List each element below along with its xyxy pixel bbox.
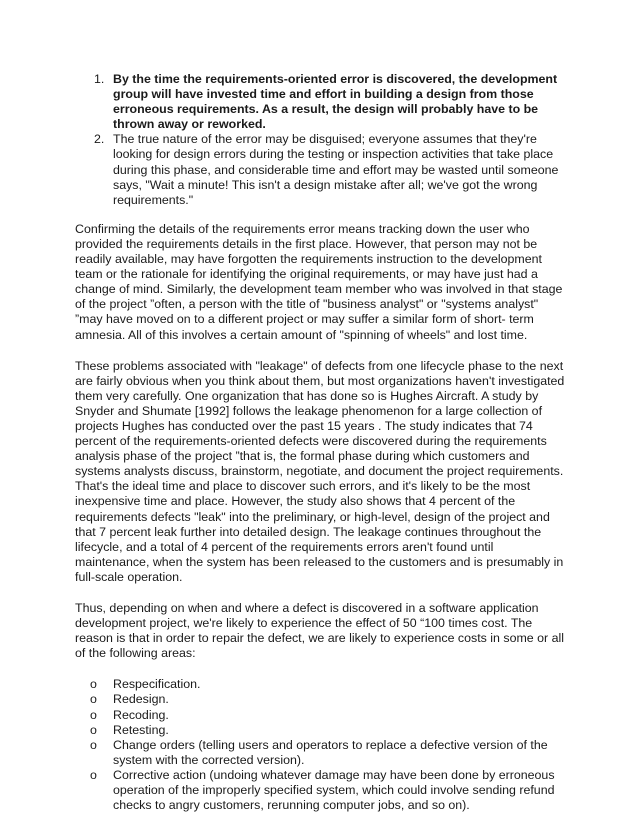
document-body (75, 72, 567, 813)
paragraph-leakage-study: These problems associated with "leakage" of defects from one lifecycle phase to the next are fairly obvious when you think about them, but most organizations haven't investigated them very carefully. One organization that has done so is Hughes Aircraft. A study by Snyder and Shumate [1992] follows the leakage phenomenon for a large collection of projects Hughes has conducted over the past 15 years . The study indicates that 74 percent of the requirements-oriented defects were discovered during the requirements analysis phase of the project ”that is, the formal phase during which customers and systems analysts discuss, brainstorm, negotiate, and document the project requirements. That's the ideal time and place to discover such errors, and it's likely to be the most inexpensive time and place. However, the study also shows that 4 percent of the requirements defects "leak" into the preliminary, or high-level, design of the project and that 7 percent leak further into detailed design. The leakage continues throughout the lifecycle, and a total of 4 percent of the requirements errors aren't found until maintenance, when the system has been released to the customers and is presumably in full-scale operation. (75, 358, 565, 584)
paragraph-requirements-error: Confirming the details of the requirements error means tracking down the user who provided the requirements details in the first place. However, that person may not be readily available, may have forgotten the requirements instruction to the development team or the rationale for identifying the original requirements, or may have just had a change of mind. Similarly, the development team member who was involved in that stage of the project ”often, a person with the title of "business analyst" or "systems analyst" ”may have moved on to a different project or may suffer a similar form of short- term amnesia. All of this involves a certain amount of "spinning of wheels" and lost time. (75, 221, 563, 342)
list-item (75, 692, 567, 707)
bullet-marker: o (90, 692, 97, 707)
bullet-marker: o (90, 707, 97, 722)
list-item (75, 738, 567, 768)
list-item (75, 677, 567, 692)
list-item-text: Change orders (telling users and operators to replace a defective version of the system with the corrected version). (113, 737, 548, 767)
list-item-text: Redesign. (113, 692, 169, 707)
list-item-text: Recoding. (113, 707, 169, 722)
item-number: 1. (94, 72, 105, 86)
bullet-marker: o (90, 677, 97, 692)
numbered-item-2 (75, 132, 567, 207)
list-item-text: Respecification. (113, 677, 201, 692)
list-item (75, 708, 567, 723)
item-text: The true nature of the error may be disguised; everyone assumes that they're looking for design errors during the testing or inspection activities that take place during this phase, and considerable time and effort may be wasted until someone says, "Wait a minute! This isn't a design mistake after all; we've got the wrong requirements." (113, 132, 559, 207)
bullet-marker: o (90, 767, 97, 782)
list-item-text: Retesting. (113, 722, 169, 737)
item-text: By the time the requirements-oriented error is discovered, the development group will have invested time and effort in building a design from those erroneous requirements. As a result, the design will probably have to be thrown away or reworked. (113, 72, 558, 132)
bullet-marker: o (90, 722, 97, 737)
list-item (75, 768, 567, 813)
bullet-list (75, 677, 567, 813)
list-item-text: Corrective action (undoing whatever damage may have been done by erroneous operation of the improperly specified system, which could involve sending refund checks to angry customers, rerunning computer jobs, and so on). (113, 767, 555, 813)
paragraph-cost-areas: Thus, depending on when and where a defect is discovered in a software application development project, we're likely to experience the effect of 50 “100 times cost. The reason is that in order to repair the defect, we are likely to experience costs in some or all of the following areas: (75, 601, 564, 661)
list-item (75, 723, 567, 738)
bullet-marker: o (90, 737, 97, 752)
numbered-list (75, 72, 567, 208)
item-number: 2. (94, 132, 105, 147)
numbered-item-1 (75, 72, 567, 132)
